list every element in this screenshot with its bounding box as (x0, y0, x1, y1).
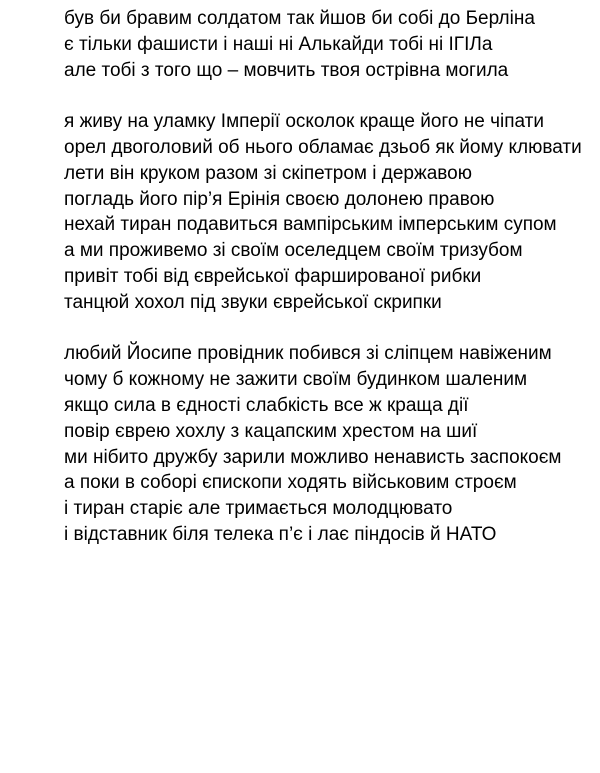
poem-line: привіт тобі від єврейської фаршированої рибки (64, 265, 482, 287)
poem-line: і тиран старіє але тримається молодцювато (64, 498, 453, 520)
poem-line: я живу на уламку Імперії осколок краще його не чіпати (64, 111, 544, 133)
poem-line: нехай тиран подавиться вампірським імперським супом (64, 214, 557, 236)
poem-line: чому б кожному не зажити своїм будинком шаленим (64, 369, 528, 391)
stanza-2 (64, 109, 594, 315)
poem-line: якщо сила в єдності слабкість все ж краща дії (64, 394, 469, 416)
poem-line: повір єврею хохлу з кацапским хрестом на шиї (64, 420, 478, 442)
poem-line: погладь його пір’я Ерінія своєю долонею правою (64, 188, 495, 210)
poem-line: але тобі з того що – мовчить твоя острівна могила (64, 59, 509, 81)
poem-line: а ми проживемо зі своїм оселедцем своїм тризубом (64, 240, 523, 262)
poem-line: танцюй хохол під звуки єврейської скрипки (64, 291, 442, 313)
poem-line: є тільки фашисти і наші ні Алькайди тобі ні ІГІЛа (64, 33, 493, 55)
poem-line: а поки в соборі єпископи ходять військовим строєм (64, 472, 517, 494)
poem-line: любий Йосипе провідник побився зі сліпцем навіженим (64, 343, 552, 365)
poem-line: і відставник біля телека п’є і лає піндосів й НАТО (64, 523, 497, 545)
poem-line: був би бравим солдатом так йшов би собі до Берліна (64, 8, 535, 29)
poem-page (64, 6, 594, 548)
poem-line: лети він круком разом зі скіпетром і державою (64, 162, 472, 184)
poem-line: ми нібито дружбу зарили можливо ненависть заспокоєм (64, 446, 562, 468)
stanza-3 (64, 341, 594, 547)
poem-line: орел двоголовий об нього обламає дзьоб як йому клювати (64, 136, 582, 158)
stanza-1 (64, 6, 594, 83)
